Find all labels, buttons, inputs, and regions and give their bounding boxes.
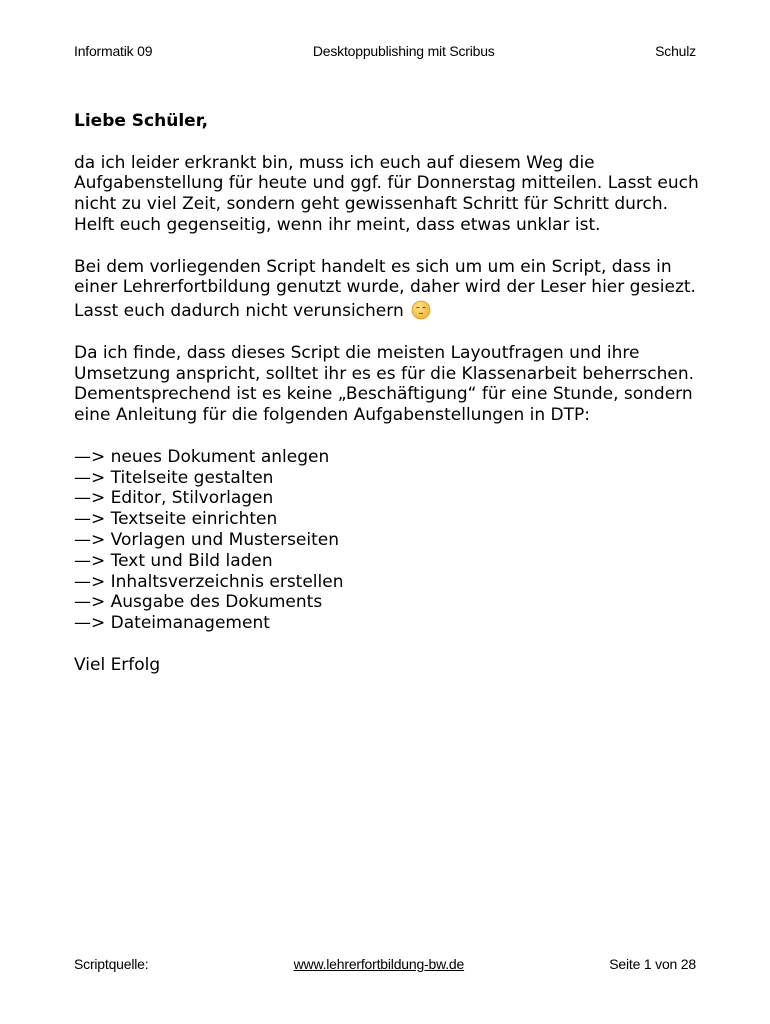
paragraph-task-intro: Da ich finde, dass dieses Script die meisten Layoutfragen und ihre Umsetzung anspricht, solltet ihr es es für die Klassenarbeit beherrschen. Dementsprechend ist es keine „Beschäftigung“ für eine Stunde, sondern eine Anleitung für die folgenden Aufgabenstellungen in DTP: <box>74 342 695 426</box>
paragraph-reassurance <box>74 300 704 322</box>
list-item: —> Text und Bild laden <box>74 550 273 571</box>
footer-source-label: Scriptquelle: <box>74 956 149 972</box>
smiley-face-icon <box>411 300 431 320</box>
header-author: Schulz <box>655 43 696 59</box>
list-item: —> Titelseite gestalten <box>74 467 274 488</box>
letter-body <box>74 111 704 676</box>
page-number: Seite 1 von 28 <box>609 956 696 972</box>
list-item: —> Editor, Stilvorlagen <box>74 488 274 509</box>
page-footer <box>74 956 696 972</box>
task-list <box>74 447 704 634</box>
list-item: —> Ausgabe des Dokuments <box>74 592 323 613</box>
source-link[interactable]: www.lehrerfortbildung-bw.de <box>293 956 465 972</box>
header-subject: Informatik 09 <box>74 43 153 59</box>
paragraph-illness-notice: da ich leider erkrankt bin, muss ich euch auf diesem Weg die Aufgabenstellung für heute und ggf. für Donnerstag mitteilen. Lasst euch nicht zu viel Zeit, sondern geht gewissenhaft Schritt für Schritt durch. Helft euch gegenseitig, wenn ihr meint, dass etwas unklar ist. <box>74 152 699 235</box>
closing: Viel Erfolg <box>74 654 161 675</box>
salutation: Liebe Schüler, <box>74 111 209 131</box>
list-item: —> neues Dokument anlegen <box>74 446 330 467</box>
list-item: —> Dateimanagement <box>74 613 270 634</box>
reassurance-text: Lasst euch dadurch nicht verunsichern <box>74 301 404 322</box>
list-item: —> Textseite einrichten <box>74 509 278 530</box>
paragraph-script-origin: Bei dem vorliegenden Script handelt es sich um um ein Script, dass in einer Lehrerfortbildung genutzt wurde, daher wird der Leser hier gesiezt. <box>74 256 696 298</box>
list-item: —> Inhaltsverzeichnis erstellen <box>74 571 344 592</box>
header-title: Desktoppublishing mit Scribus <box>312 43 495 59</box>
list-item: —> Vorlagen und Musterseiten <box>74 529 340 550</box>
page-header <box>74 43 696 59</box>
